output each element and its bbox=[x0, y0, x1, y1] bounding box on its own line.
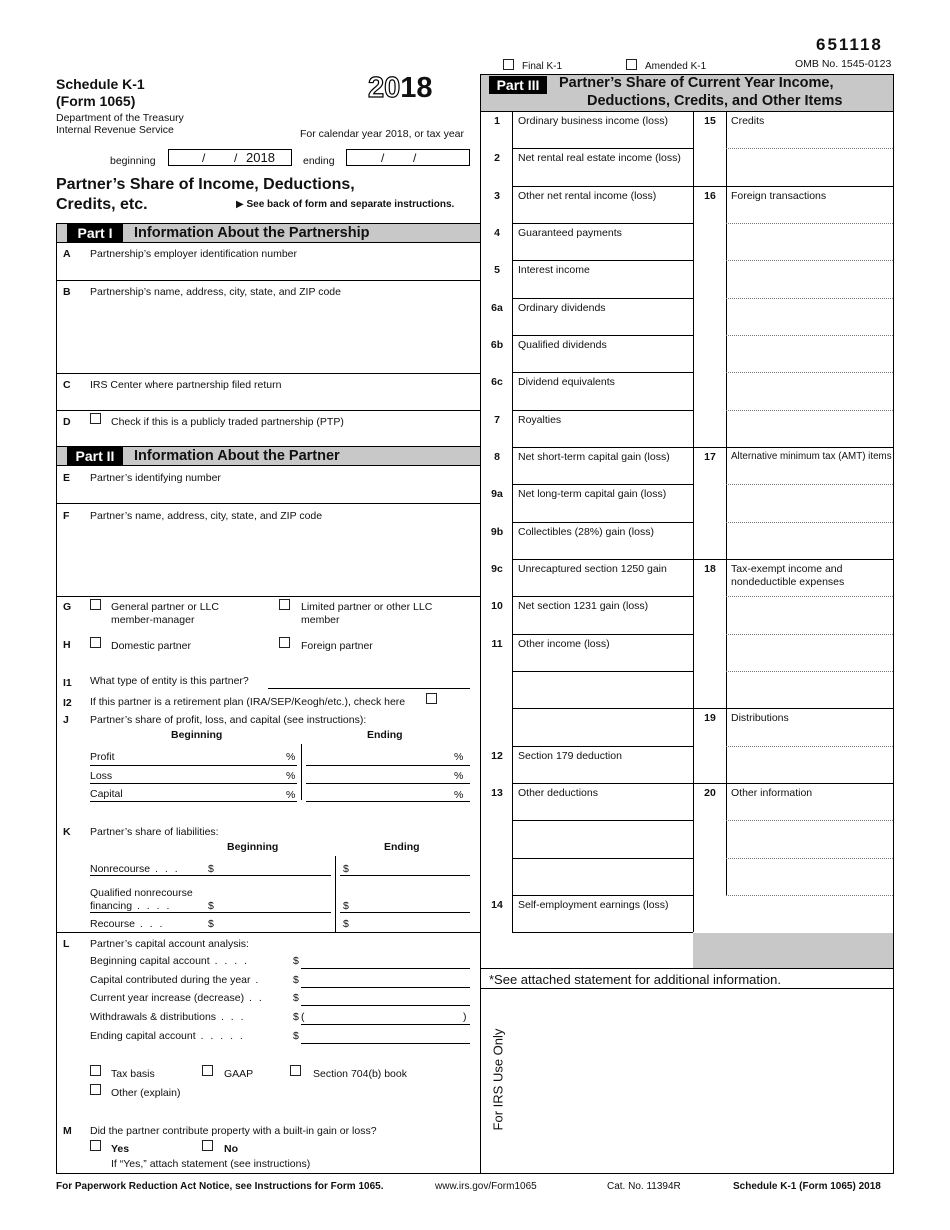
p3-line-1-number: 1 bbox=[494, 115, 500, 127]
p3-mid-col-line bbox=[693, 111, 694, 932]
p3-line-12-label: Section 179 deduction bbox=[518, 750, 622, 762]
line-h-letter: H bbox=[63, 639, 71, 651]
p3-left-row-line bbox=[512, 708, 693, 709]
tax-year-bold: 18 bbox=[400, 72, 433, 104]
line-e-letter: E bbox=[63, 472, 71, 484]
k-recourse-dollar-end: $ bbox=[343, 918, 349, 930]
other-explain-checkbox[interactable] bbox=[90, 1084, 101, 1095]
general-partner-label: General partner or LLC bbox=[111, 601, 219, 613]
p3-right-row-line bbox=[726, 858, 893, 859]
p3-line-18-label2: nondeductible expenses bbox=[731, 576, 845, 588]
line-b-bottom bbox=[56, 373, 481, 374]
p3-line-16-label: Foreign transactions bbox=[731, 190, 827, 202]
l-beginning-capital-dollar: $ bbox=[293, 955, 299, 967]
ending-sep1: / bbox=[381, 151, 385, 165]
p3-right-row-line bbox=[726, 372, 893, 373]
l-withdrawals-dollar: $ bbox=[293, 1011, 299, 1023]
part3-gray-cell bbox=[693, 933, 893, 968]
beginning-label: beginning bbox=[110, 155, 156, 167]
entity-type-field[interactable] bbox=[268, 688, 470, 689]
line-i2-label: If this partner is a retirement plan (IRA/SEP/Keogh/etc.), check here bbox=[90, 696, 406, 708]
gaap-checkbox[interactable] bbox=[202, 1065, 213, 1076]
tax-basis-checkbox[interactable] bbox=[90, 1065, 101, 1076]
l-beginning-capital-field[interactable] bbox=[301, 968, 470, 969]
irs-use-only-label: For IRS Use Only bbox=[490, 1028, 506, 1131]
j-capital-pct-end: % bbox=[454, 789, 464, 801]
p3-line-7-number: 7 bbox=[494, 414, 500, 426]
retirement-plan-checkbox[interactable] bbox=[426, 693, 437, 704]
line-f-bottom bbox=[56, 596, 481, 597]
p3-line-9a-label: Net long-term capital gain (loss) bbox=[518, 488, 667, 500]
part2-title: Information About the Partner bbox=[134, 448, 340, 464]
line-m-label: Did the partner contribute property with a built-in gain or loss? bbox=[90, 1125, 377, 1137]
l-withdrawals-dots: . . . bbox=[216, 1011, 246, 1023]
calendar-year-note: For calendar year 2018, or tax year bbox=[300, 128, 465, 140]
p3-line-5-label: Interest income bbox=[518, 264, 590, 276]
k-beginning-header: Beginning bbox=[227, 841, 279, 853]
k-recourse-dollar-begin: $ bbox=[208, 918, 214, 930]
line-e-bottom bbox=[56, 503, 481, 504]
section704-label: Section 704(b) book bbox=[313, 1068, 407, 1080]
p3-line-10-number: 10 bbox=[491, 600, 503, 612]
k-qualified-text: financing bbox=[90, 900, 133, 912]
line-j-letter: J bbox=[63, 714, 69, 726]
k-nonrecourse-field-end[interactable] bbox=[340, 875, 470, 876]
p3-line-11-label: Other income (loss) bbox=[518, 638, 610, 650]
line-k-label: Partner’s share of liabilities: bbox=[90, 826, 219, 838]
j-profit-field-begin[interactable] bbox=[90, 765, 297, 766]
k-nonrecourse-text: Nonrecourse bbox=[90, 863, 151, 875]
l-withdrawals-paren-close: ) bbox=[463, 1011, 467, 1023]
part1-label: Part I bbox=[67, 224, 123, 242]
p3-left-row-line bbox=[512, 298, 693, 299]
part1-title: Information About the Partnership bbox=[134, 225, 370, 241]
part3-bar-bottom bbox=[480, 111, 894, 112]
p3-right-row-line bbox=[726, 484, 893, 485]
j-profit-pct-end: % bbox=[454, 751, 464, 763]
p3-right-row-line bbox=[726, 148, 893, 149]
p3-line-20-number: 20 bbox=[704, 787, 716, 799]
k-qualified-field-begin[interactable] bbox=[90, 912, 331, 913]
beginning-year: 2018 bbox=[246, 150, 275, 165]
p3-line-9c-label: Unrecaptured section 1250 gain bbox=[518, 563, 667, 575]
line-f-letter: F bbox=[63, 510, 70, 522]
p3-line-1-label: Ordinary business income (loss) bbox=[518, 115, 668, 127]
p3-left-row-line bbox=[512, 895, 693, 896]
ending-date-field[interactable] bbox=[346, 149, 470, 166]
k-nonrecourse-dollar-end: $ bbox=[343, 863, 349, 875]
dept-treasury: Department of the Treasury bbox=[56, 112, 184, 124]
j-ending-header: Ending bbox=[367, 729, 403, 741]
line-l-label: Partner’s capital account analysis: bbox=[90, 938, 249, 950]
m-note: If “Yes,” attach statement (see instructions) bbox=[111, 1158, 311, 1170]
m-yes-label: Yes bbox=[111, 1143, 130, 1155]
j-divider bbox=[301, 744, 302, 800]
line-i1-letter: I1 bbox=[63, 677, 72, 689]
frame-left bbox=[56, 223, 57, 1174]
form-subtitle: (Form 1065) bbox=[56, 93, 136, 109]
j-capital-field-begin[interactable] bbox=[90, 801, 297, 802]
l-ending-capital-dollar: $ bbox=[293, 1030, 299, 1042]
k-recourse-label bbox=[90, 918, 164, 930]
line-a-letter: A bbox=[63, 248, 71, 260]
general-partner-checkbox[interactable] bbox=[90, 599, 101, 610]
p3-left-row-line bbox=[512, 671, 693, 672]
line-i1-label: What type of entity is this partner? bbox=[90, 675, 249, 687]
k-nonrecourse-dollar-begin: $ bbox=[208, 863, 214, 875]
l-ending-capital-field[interactable] bbox=[301, 1043, 470, 1044]
p3-line-6b-number: 6b bbox=[490, 339, 504, 351]
limited-partner-label2: member bbox=[301, 614, 340, 626]
p3-line-2-number: 2 bbox=[494, 152, 500, 164]
k-qualified-dollar-begin: $ bbox=[208, 900, 214, 912]
p3-right-section-line bbox=[693, 559, 893, 560]
see-attached-note: *See attached statement for additional information. bbox=[489, 972, 781, 987]
p3-line-11-number: 11 bbox=[491, 638, 503, 650]
tax-year bbox=[368, 72, 433, 104]
p3-left-row-line bbox=[512, 596, 693, 597]
p3-right-row-line bbox=[726, 223, 893, 224]
part3-label: Part III bbox=[489, 76, 547, 94]
p3-line-6b-label: Qualified dividends bbox=[518, 339, 607, 351]
p3-line-13-label: Other deductions bbox=[518, 787, 598, 799]
p3-line-19-number: 19 bbox=[704, 712, 716, 724]
p3-right-row-line bbox=[726, 522, 893, 523]
ending-label: ending bbox=[303, 155, 335, 167]
k-recourse-text: Recourse bbox=[90, 918, 135, 930]
p3-line-14-label: Self-employment earnings (loss) bbox=[518, 899, 669, 911]
form-title: Schedule K-1 bbox=[56, 76, 145, 92]
p3-line-6c-number: 6c bbox=[491, 376, 503, 388]
line-b-letter: B bbox=[63, 286, 71, 298]
p3-right-row-line bbox=[726, 260, 893, 261]
irs-use-top bbox=[480, 988, 894, 989]
line-k-bottom bbox=[56, 932, 481, 933]
gaap-label: GAAP bbox=[224, 1068, 254, 1080]
p3-line-4-number: 4 bbox=[494, 227, 500, 239]
amended-k1-checkbox[interactable] bbox=[626, 59, 637, 70]
p3-left-row-line bbox=[512, 447, 693, 448]
p3-right-row-line bbox=[726, 746, 893, 747]
l-beginning-capital-dots: . . . . bbox=[209, 955, 250, 967]
frame-middle bbox=[480, 74, 481, 1174]
line-e-label: Partner’s identifying number bbox=[90, 472, 221, 484]
tax-year-outline: 20 bbox=[368, 72, 401, 104]
line-c-bottom bbox=[56, 410, 481, 411]
p3-left-row-line bbox=[512, 634, 693, 635]
line-a-bottom bbox=[56, 280, 481, 281]
j-capital-field-end[interactable] bbox=[306, 801, 470, 802]
domestic-partner-checkbox[interactable] bbox=[90, 637, 101, 648]
line-c-letter: C bbox=[63, 379, 71, 391]
l-contributed-field[interactable] bbox=[301, 987, 470, 988]
k-qualified-dollar-end: $ bbox=[343, 900, 349, 912]
m-no-label: No bbox=[224, 1143, 238, 1155]
p3-left-row-line bbox=[512, 260, 693, 261]
p3-right-row-line bbox=[726, 895, 893, 896]
line-k-letter: K bbox=[63, 826, 71, 838]
l-withdrawals-paren-open: ( bbox=[301, 1011, 305, 1023]
p3-left-row-line bbox=[512, 372, 693, 373]
k-qualified-dots: . . . . bbox=[132, 900, 172, 912]
p3-right-section-line bbox=[693, 447, 893, 448]
beginning-sep2: / bbox=[234, 151, 238, 165]
p3-line-16-number: 16 bbox=[704, 190, 716, 202]
p3-line-3-label: Other net rental income (loss) bbox=[518, 190, 657, 202]
l-ending-capital-dots: . . . . . bbox=[195, 1030, 245, 1042]
limited-partner-checkbox[interactable] bbox=[279, 599, 290, 610]
m-no-checkbox[interactable] bbox=[202, 1140, 213, 1151]
l-ending-capital-text: Ending capital account bbox=[90, 1030, 196, 1042]
share-title-line1: Partner’s Share of Income, Deductions, bbox=[56, 176, 355, 193]
p3-line-19-label: Distributions bbox=[731, 712, 789, 724]
p3-left-row-line bbox=[512, 522, 693, 523]
l-contributed-dollar: $ bbox=[293, 974, 299, 986]
tax-basis-label: Tax basis bbox=[111, 1068, 155, 1080]
p3-left-row-line bbox=[512, 932, 693, 933]
j-capital-pct-begin: % bbox=[286, 789, 296, 801]
p3-line-7-label: Royalties bbox=[518, 414, 562, 426]
final-k1-checkbox[interactable] bbox=[503, 59, 514, 70]
footer-url[interactable]: www.irs.gov/Form1065 bbox=[435, 1181, 537, 1192]
p3-left-row-line bbox=[512, 335, 693, 336]
line-f-label: Partner’s name, address, city, state, and ZIP code bbox=[90, 510, 323, 522]
p3-line-10-label: Net section 1231 gain (loss) bbox=[518, 600, 649, 612]
p3-line-13-number: 13 bbox=[491, 787, 503, 799]
line-l-letter: L bbox=[63, 938, 70, 950]
p3-blank-entry-row[interactable] bbox=[513, 675, 691, 705]
p3-left-row-line bbox=[512, 186, 693, 187]
j-loss-field-begin[interactable] bbox=[90, 783, 297, 784]
part2-bar-bottom bbox=[56, 465, 481, 466]
k-nonrecourse-label bbox=[90, 863, 180, 875]
line-d-label: Check if this is a publicly traded partnership (PTP) bbox=[111, 416, 344, 428]
j-loss-pct-end: % bbox=[454, 770, 464, 782]
line-i2-letter: I2 bbox=[63, 697, 72, 709]
l-increase-label bbox=[90, 992, 264, 1004]
p3-right-row-line bbox=[726, 410, 893, 411]
p3-right-section-line bbox=[693, 186, 893, 187]
p3-line-9b-number: 9b bbox=[490, 526, 504, 538]
p3-line-15-label: Credits bbox=[731, 115, 765, 127]
p3-right-row-line bbox=[726, 634, 893, 635]
domestic-partner-label: Domestic partner bbox=[111, 640, 191, 652]
footer-paperwork: For Paperwork Reduction Act Notice, see Instructions for Form 1065. bbox=[56, 1181, 384, 1192]
p3-left-row-line bbox=[512, 223, 693, 224]
l-contributed-dots: . bbox=[250, 974, 261, 986]
j-loss-label: Loss bbox=[90, 770, 113, 782]
foreign-partner-label: Foreign partner bbox=[301, 640, 373, 652]
j-beginning-header: Beginning bbox=[171, 729, 223, 741]
line-d-letter: D bbox=[63, 416, 71, 428]
j-profit-field-end[interactable] bbox=[306, 765, 470, 766]
share-title-line2: Credits, etc. bbox=[56, 196, 148, 213]
footer-cat: Cat. No. 11394R bbox=[607, 1181, 681, 1192]
beginning-sep1: / bbox=[202, 151, 206, 165]
k-recourse-dots: . . . bbox=[134, 918, 165, 930]
form-code: 651118 bbox=[816, 35, 883, 54]
l-withdrawals-field[interactable] bbox=[301, 1024, 470, 1025]
line-c-label: IRS Center where partnership filed return bbox=[90, 379, 282, 391]
p3-blank-entry-row[interactable] bbox=[513, 862, 691, 892]
p3-line-4-label: Guaranteed payments bbox=[518, 227, 622, 239]
j-loss-field-end[interactable] bbox=[306, 783, 470, 784]
p3-line-12-number: 12 bbox=[491, 750, 503, 762]
p3-left-row-line bbox=[512, 484, 693, 485]
m-yes-checkbox[interactable] bbox=[90, 1140, 101, 1151]
p3-line-6a-label: Ordinary dividends bbox=[518, 302, 606, 314]
irs-label: Internal Revenue Service bbox=[56, 124, 174, 136]
p3-line-6a-number: 6a bbox=[491, 302, 503, 314]
general-partner-label2: member-manager bbox=[111, 614, 195, 626]
frame-bottom bbox=[56, 1173, 894, 1174]
p3-line-6c-label: Dividend equivalents bbox=[518, 376, 615, 388]
p3-right-row-line bbox=[726, 298, 893, 299]
line-m-letter: M bbox=[63, 1125, 72, 1137]
line-b-label: Partnership’s name, address, city, state, and ZIP code bbox=[90, 286, 341, 298]
p3-right-row-line bbox=[726, 335, 893, 336]
p3-line-17-number: 17 bbox=[704, 451, 716, 463]
line-a-label: Partnership’s employer identification number bbox=[90, 248, 297, 260]
l-ending-capital-label bbox=[90, 1030, 245, 1042]
p3-left-row-line bbox=[512, 746, 693, 747]
p3-line-15-number: 15 bbox=[704, 115, 716, 127]
l-withdrawals-text: Withdrawals & distributions bbox=[90, 1011, 217, 1023]
l-increase-dots: . . bbox=[244, 992, 264, 1004]
l-contributed-label bbox=[90, 974, 260, 986]
p3-right-row-line bbox=[726, 820, 893, 821]
p3-right-section-line bbox=[693, 708, 893, 709]
j-capital-label: Capital bbox=[90, 788, 123, 800]
p3-line-5-number: 5 bbox=[494, 264, 500, 276]
line-g-letter: G bbox=[63, 601, 72, 613]
p3-left-row-line bbox=[512, 783, 693, 784]
p3-line-8-number: 8 bbox=[494, 451, 500, 463]
line-j-label: Partner’s share of profit, loss, and capital (see instructions): bbox=[90, 714, 367, 726]
j-loss-pct-begin: % bbox=[286, 770, 296, 782]
foreign-partner-checkbox[interactable] bbox=[279, 637, 290, 648]
final-k1-label: Final K-1 bbox=[522, 61, 563, 72]
footer-form: Schedule K-1 (Form 1065) 2018 bbox=[733, 1181, 881, 1192]
p3-line-14-number: 14 bbox=[491, 899, 503, 911]
p3-line-18-number: 18 bbox=[704, 563, 716, 575]
p3-line-9c-number: 9c bbox=[491, 563, 503, 575]
ending-sep2: / bbox=[413, 151, 417, 165]
p3-line-3-number: 3 bbox=[494, 190, 500, 202]
k-ending-header: Ending bbox=[384, 841, 420, 853]
p3-right-row-line bbox=[726, 596, 893, 597]
p3-line-9a-number: 9a bbox=[491, 488, 503, 500]
k-qualified-field-end[interactable] bbox=[340, 912, 470, 913]
p3-line-2-label: Net rental real estate income (loss) bbox=[518, 152, 681, 164]
part3-title-line1: Partner’s Share of Current Year Income, bbox=[559, 75, 834, 91]
section704-checkbox[interactable] bbox=[290, 1065, 301, 1076]
p3-left-row-line bbox=[512, 820, 693, 821]
k-divider bbox=[335, 856, 336, 932]
p3-blank-entry-row[interactable] bbox=[513, 824, 691, 854]
limited-partner-label: Limited partner or other LLC bbox=[301, 601, 433, 613]
l-beginning-capital-text: Beginning capital account bbox=[90, 955, 210, 967]
p3-line-9b-label: Collectibles (28%) gain (loss) bbox=[518, 526, 654, 538]
k-nonrecourse-dots: . . . bbox=[150, 863, 180, 875]
p3-line-20-label: Other information bbox=[731, 787, 813, 799]
p3-line-8-label: Net short-term capital gain (loss) bbox=[518, 451, 670, 463]
p3-line-18-label: Tax-exempt income and bbox=[731, 563, 843, 575]
p3-right-num-col-line bbox=[726, 111, 727, 895]
p3-left-row-line bbox=[512, 410, 693, 411]
j-profit-pct-begin: % bbox=[286, 751, 296, 763]
j-profit-label: Profit bbox=[90, 751, 115, 763]
p3-blank-entry-row[interactable] bbox=[513, 712, 691, 742]
part2-label: Part II bbox=[67, 447, 123, 465]
part3-bottom-line bbox=[480, 968, 894, 969]
part1-bar-bottom bbox=[56, 242, 481, 243]
l-increase-dollar: $ bbox=[293, 992, 299, 1004]
k-qualified-label1: Qualified nonrecourse bbox=[90, 887, 193, 899]
p3-right-section-line bbox=[693, 783, 893, 784]
p3-left-row-line bbox=[512, 559, 693, 560]
frame-right bbox=[893, 74, 894, 1174]
l-withdrawals-label bbox=[90, 1011, 246, 1023]
l-contributed-text: Capital contributed during the year bbox=[90, 974, 251, 986]
other-explain-label: Other (explain) bbox=[111, 1087, 181, 1099]
part3-title-line2: Deductions, Credits, and Other Items bbox=[587, 93, 843, 109]
ptp-checkbox[interactable] bbox=[90, 413, 101, 424]
p3-left-row-line bbox=[512, 148, 693, 149]
l-beginning-capital-label bbox=[90, 955, 249, 967]
see-back-note: ▶ See back of form and separate instructions. bbox=[236, 199, 455, 210]
k-qualified-label2 bbox=[90, 900, 171, 912]
p3-right-row-line bbox=[726, 671, 893, 672]
l-increase-text: Current year increase (decrease) bbox=[90, 992, 245, 1004]
amended-k1-label: Amended K-1 bbox=[645, 61, 707, 72]
l-increase-field[interactable] bbox=[301, 1005, 470, 1006]
k-nonrecourse-field-begin[interactable] bbox=[90, 875, 331, 876]
p3-line-17-label: Alternative minimum tax (AMT) items bbox=[731, 451, 892, 462]
omb-number: OMB No. 1545-0123 bbox=[795, 58, 892, 70]
p3-left-row-line bbox=[512, 858, 693, 859]
